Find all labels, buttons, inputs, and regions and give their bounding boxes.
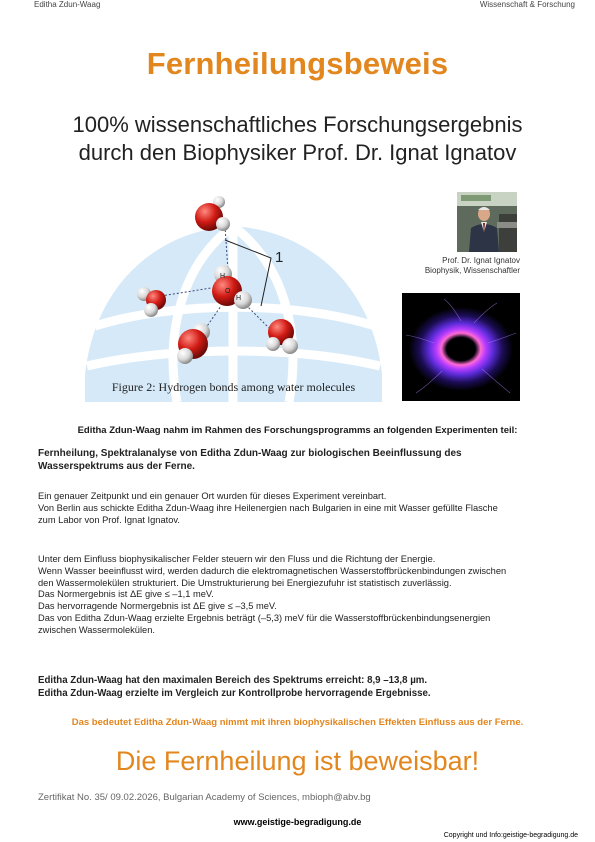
aura-glow-graphic <box>402 293 520 401</box>
conclusion-statement: Das bedeutet Editha Zdun-Waag nimmt mit ihren biophysikalischen Effekten Einfluss aus der Ferne. <box>71 717 524 728</box>
intro-statement: Editha Zdun-Waag nahm im Rahmen des Forschungsprogramms an folgenden Experimenten teil: <box>77 425 518 436</box>
figure-caption: Figure 2: Hydrogen bonds among water molecules <box>111 380 356 394</box>
headline-claim: Die Fernheilung ist beweisbar! <box>115 746 480 776</box>
paragraph-line: Unter dem Einfluss biophysikalischer Felder steuern wir den Fluss und die Richtung der Energie. <box>38 554 436 564</box>
photo-caption <box>395 256 520 276</box>
page-subtitle <box>0 111 595 167</box>
paragraph-line: den Wassermolekülen strukturiert. Die Umstrukturierung bei Energiezufuhr ist statistisch zuverlässig. <box>38 577 452 588</box>
water-molecule-diagram <box>85 196 382 402</box>
paragraph-experiment-setup <box>38 491 578 526</box>
water-molecule-top <box>195 196 230 231</box>
paragraph-results <box>38 554 578 637</box>
subtitle-line-1: 100% wissenschaftliches Forschungsergebnis <box>72 112 523 137</box>
result-line-2: Editha Zdun-Waag erzielte im Vergleich zur Kontrollprobe hervorragende Ergebnisse. <box>38 688 431 699</box>
photo-caption-name: Prof. Dr. Ignat Ignatov <box>442 256 520 265</box>
subtitle-line-2: durch den Biophysiker Prof. Dr. Ignat Ignatov <box>78 140 517 165</box>
atom-label-o: O <box>225 288 231 295</box>
website-link[interactable]: www.geistige-begradigung.de <box>233 817 362 827</box>
heading-line-1: Fernheilung, Spektralanalyse von Editha Zdun-Waag zur biologischen Beeinflussung des <box>38 448 462 459</box>
paragraph-line: Ein genauer Zeitpunkt und ein genauer Ort wurden für dieses Experiment vereinbart. <box>38 491 387 501</box>
certificate-info: Zertifikat No. 35/ 09.02.2026, Bulgarian Academy of Sciences, mbioph@abv.bg <box>38 792 371 803</box>
paragraph-line: zum Labor von Prof. Ignat Ignatov. <box>38 514 180 525</box>
paragraph-line: Das Normergebnis ist ΔE give ≤ –1,1 meV. <box>38 589 214 600</box>
hydrogen-bond-figure <box>85 196 382 402</box>
paragraph-line: Von Berlin aus schickte Editha Zdun-Waag ihre Heilenergien nach Bulgarien in eine mit Wasser gefüllte Flasche <box>38 502 498 513</box>
header-author: Editha Zdun-Waag <box>34 0 101 9</box>
result-line-1: Editha Zdun-Waag hat den maximalen Bereich des Spektrums erreicht: 8,9 –13,8 µm. <box>38 675 428 686</box>
atom-label-h-2: H <box>236 295 242 302</box>
bond-label-number: 1 <box>275 249 284 266</box>
paragraph-line: zwischen Wassermolekülen. <box>38 624 155 635</box>
page-title: Fernheilungsbeweis <box>146 46 449 81</box>
atom-label-h: H <box>220 273 226 280</box>
professor-portrait <box>457 192 517 252</box>
paragraph-line: Das hervorragende Normergebnis ist ΔE give ≤ –3,5 meV. <box>38 601 277 612</box>
professor-photo <box>457 192 517 252</box>
copyright-notice: Copyright und Info:geistige-begradigung.de <box>443 832 578 839</box>
result-summary <box>38 674 578 700</box>
experiment-heading <box>38 448 578 473</box>
heading-line-2: Wasserspektrums aus der Ferne. <box>38 460 195 472</box>
header-category: Wissenschaft & Forschung <box>479 0 575 9</box>
paragraph-line: Das von Editha Zdun-Waag erzielte Ergebnis beträgt (–5,3) meV für die Wasserstoffbrückenbindungsenergien <box>38 612 491 623</box>
photo-caption-role: Biophysik, Wissenschaftler <box>424 266 520 275</box>
paragraph-line: Wenn Wasser beeinflusst wird, werden dadurch die elektromagnetischen Wasserstoffbrückenbindungen zwischen <box>38 565 507 576</box>
energy-aura-image <box>402 293 520 401</box>
